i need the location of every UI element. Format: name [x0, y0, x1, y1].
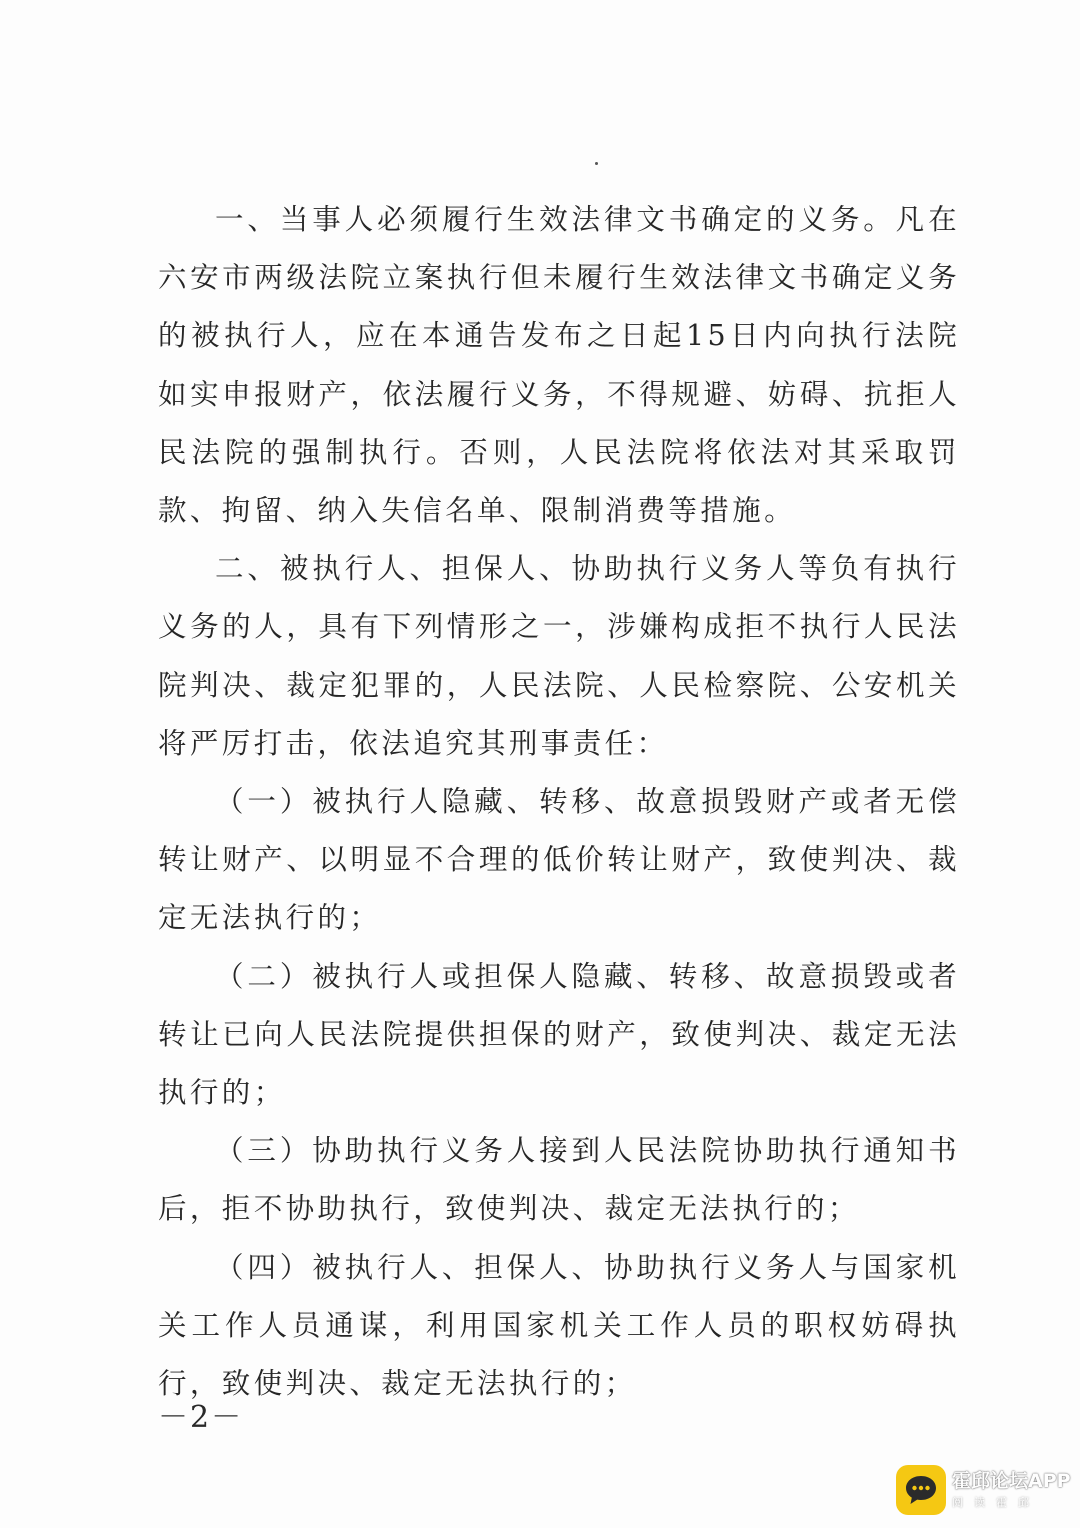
- app-watermark: [896, 1462, 1071, 1518]
- chat-bubble-icon: [896, 1465, 946, 1515]
- paragraph-criminal-liability: 二、被执行人、担保人、协助执行义务人等负有执行义务的人，具有下列情形之一，涉嫌构成拒不执行人民法院判决、裁定犯罪的，人民法院、人民检察院、公安机关将严厉打击，依法追究其刑事责任：: [158, 552, 960, 760]
- watermark-app-name: 霍邱论坛APP: [952, 1470, 1071, 1492]
- watermark-slogan: 阅读霍邱: [952, 1496, 1040, 1509]
- list-item-4: （四）被执行人、担保人、协助执行义务人与国家机关工作人员通谋，利用国家机关工作人员的职权妨碍执行，致使判决、裁定无法执行的；: [158, 1250, 960, 1401]
- list-item-1: （一）被执行人隐藏、转移、故意损毁财产或者无偿转让财产、以明显不合理的低价转让财产，致使判决、裁定无法执行的；: [158, 785, 960, 935]
- document-body: [158, 191, 960, 1413]
- list-item-3: （三）协助执行义务人接到人民法院协助执行通知书后，拒不协助执行，致使判决、裁定无法执行的；: [158, 1134, 960, 1226]
- page-number: －2－: [158, 1400, 244, 1435]
- list-item-2: （二）被执行人或担保人隐藏、转移、故意损毁或者转让已向人民法院提供担保的财产，致使判决、裁定无法执行的；: [158, 959, 960, 1110]
- scan-speck: [595, 162, 598, 165]
- paragraph-obligation: 一、当事人必须履行生效法律文书确定的义务。凡在六安市两级法院立案执行但未履行生效法律文书确定义务的被执行人，应在本通告发布之日起15日内向执行法院如实申报财产，依法履行义务，不得规避、妨碍、抗拒人民法院的强制执行。否则，人民法院将依法对其采取罚款、拘留、纳入失信名单、限制消费等措施。: [158, 203, 960, 528]
